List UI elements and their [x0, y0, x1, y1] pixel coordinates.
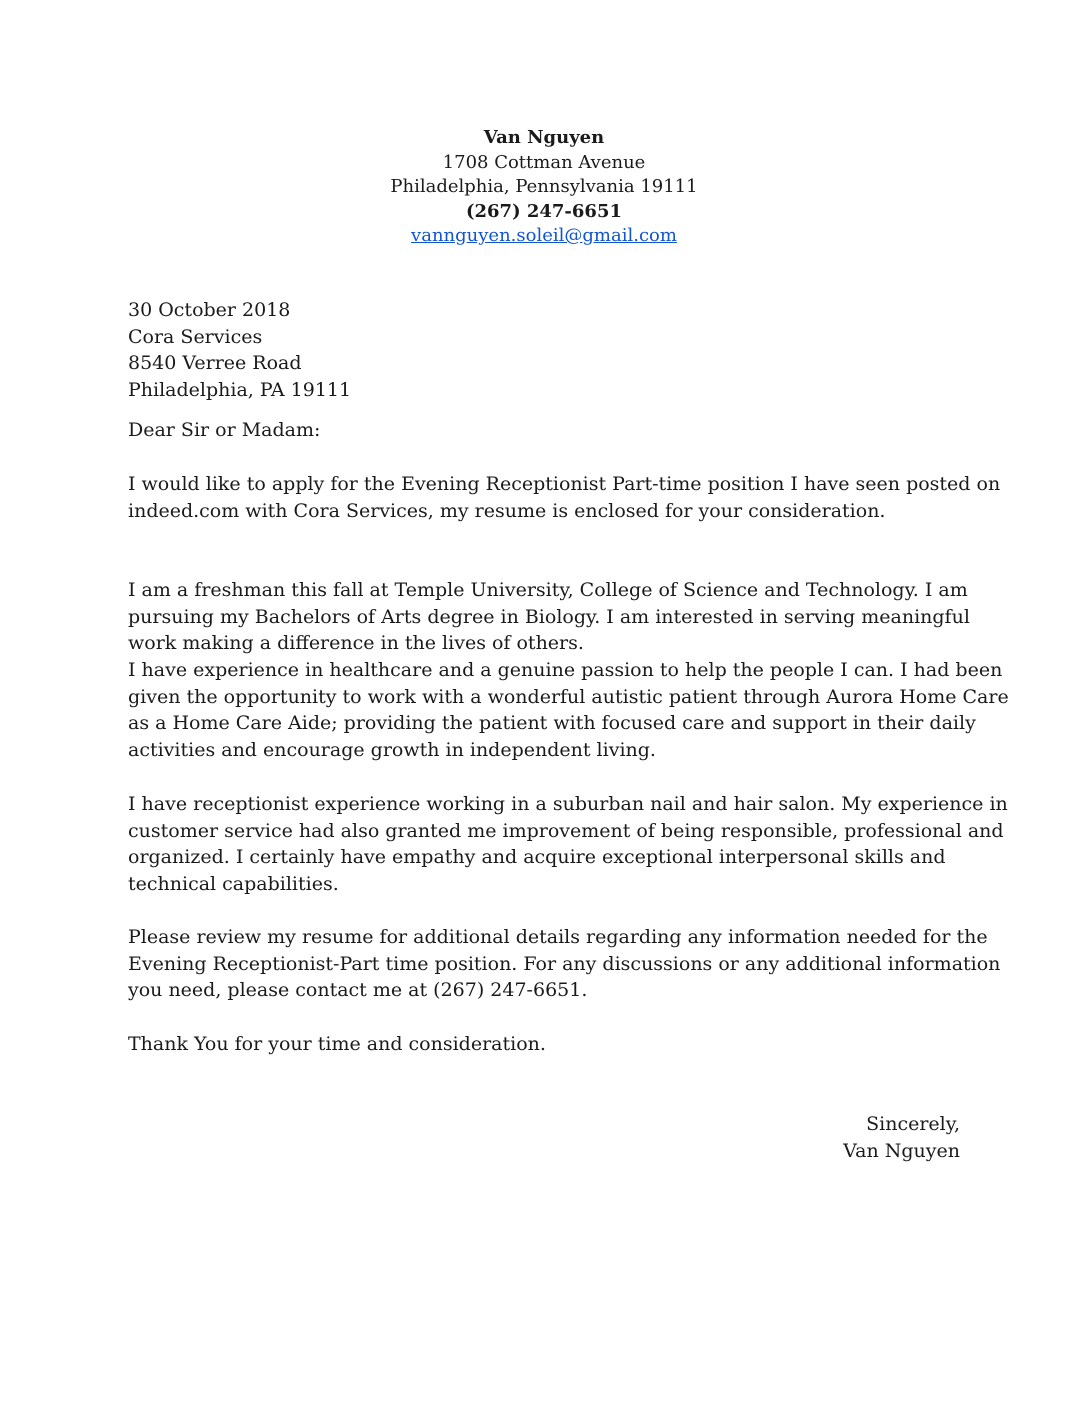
paragraph-line: Evening Receptionist-Part time position. For any discussions or any additional information: [128, 952, 1001, 975]
sender-name: Van Nguyen: [483, 127, 605, 148]
sender-email-link[interactable]: vannguyen.soleil@gmail.com: [411, 225, 677, 246]
paragraph-line: I have receptionist experience working in a suburban nail and hair salon. My experience in: [128, 793, 1008, 815]
paragraph-line: as a Home Care Aide; providing the patient with focused care and support in their daily: [128, 712, 976, 735]
paragraph-line: activities and encourage growth in independent living.: [128, 738, 656, 761]
paragraph-education: [128, 577, 968, 657]
sender-phone: (267) 247-6651: [465, 200, 622, 222]
paragraph-healthcare-experience: [128, 657, 1009, 763]
closing-block: [843, 1111, 960, 1164]
paragraph-line: I would like to apply for the Evening Receptionist Part-time position I have seen posted on: [128, 473, 1001, 495]
paragraph-line: pursuing my Bachelors of Arts degree in Biology. I am interested in serving meaningful: [128, 605, 970, 628]
sender-city-state-zip: Philadelphia, Pennsylvania 19111: [390, 176, 698, 197]
paragraph-line: I am a freshman this fall at Temple University, College of Science and Technology. I am: [128, 579, 968, 601]
paragraph-line: you need, please contact me at (267) 247-6651.: [128, 979, 588, 1002]
paragraph-line: organized. I certainly have empathy and acquire exceptional interpersonal skills and: [128, 846, 946, 869]
recipient-street: 8540 Verree Road: [128, 352, 302, 375]
paragraph-line: I have experience in healthcare and a genuine passion to help the people I can. I had been: [128, 659, 1003, 681]
recipient-city-state-zip: Philadelphia, PA 19111: [128, 378, 352, 401]
sender-street: 1708 Cottman Avenue: [442, 151, 646, 173]
valediction: Sincerely,: [866, 1113, 960, 1135]
letter-date: 30 October 2018: [128, 299, 291, 321]
paragraph-line: Thank You for your time and consideration.: [128, 1033, 546, 1055]
paragraph-intro: [128, 471, 1001, 524]
paragraph-line: technical capabilities.: [128, 872, 339, 895]
signature-name: Van Nguyen: [843, 1139, 960, 1162]
paragraph-thank-you: [128, 1031, 968, 1058]
paragraph-line: customer service had also granted me improvement of being responsible, professional and: [128, 819, 1004, 842]
paragraph-receptionist-experience: [128, 791, 1008, 897]
recipient-block: [128, 297, 968, 403]
letterhead: [0, 126, 1088, 249]
paragraph-line: work making a difference in the lives of others.: [128, 632, 584, 655]
paragraph-line: indeed.com with Cora Services, my resume is enclosed for your consideration.: [128, 499, 886, 522]
paragraph-line: given the opportunity to work with a wonderful autistic patient through Aurora Home Care: [128, 685, 1009, 708]
salutation: Dear Sir or Madam:: [128, 419, 321, 441]
paragraph-contact-request: [128, 924, 1001, 1004]
recipient-company: Cora Services: [128, 325, 263, 348]
paragraph-line: Please review my resume for additional details regarding any information needed for the: [128, 926, 988, 948]
